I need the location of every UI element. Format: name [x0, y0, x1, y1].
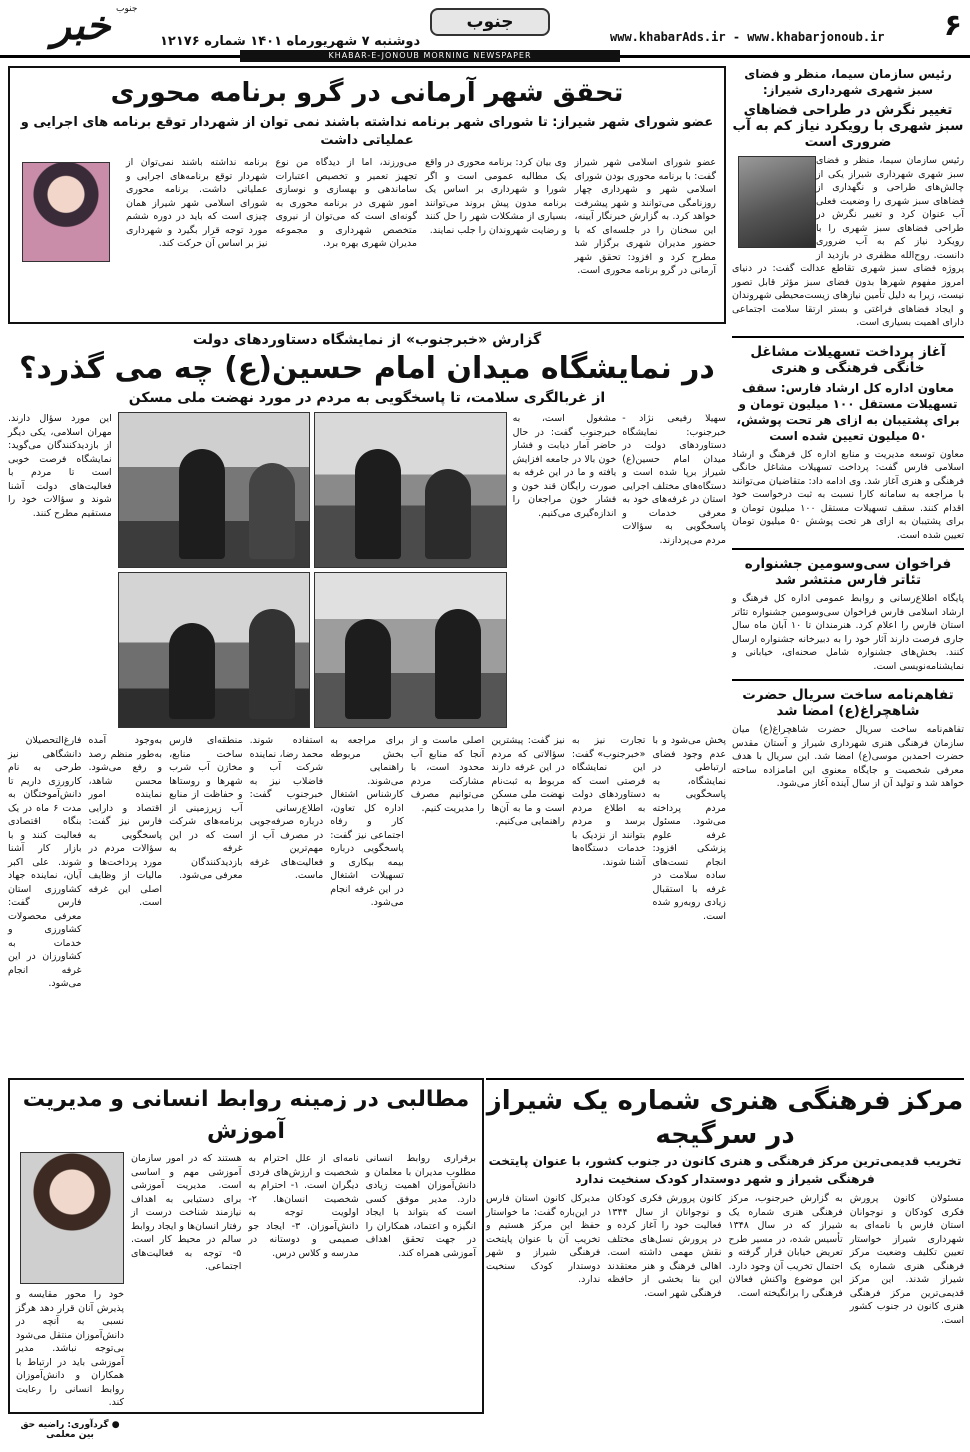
sidebar-story-theatre[interactable] — [732, 556, 964, 673]
sidebar-story-series[interactable] — [732, 687, 964, 791]
sidebar-story-loans[interactable] — [732, 344, 964, 543]
exhibition-photo — [118, 412, 310, 568]
tagline: KHABAR-E-JONOUB MORNING NEWSPAPER — [240, 50, 620, 62]
photo-grid — [118, 412, 507, 728]
author-signature: ● گردآوری: راضیه حق بین معلمی — [20, 1420, 120, 1440]
article-column: این مورد سؤال دارند. مهران اسلامی، یکی دیگر از بازدیدکنندگان می‌گوید: نمایشگاه فرصت خوبی است تا مردم با فعالیت‌های دولت آشنا شوند و سؤالات خود را مستقیم مطرح کنند. — [8, 413, 112, 519]
masthead — [0, 0, 970, 58]
article-column: فارغ‌التحصیلان دانشگاهی نیز طرحی به نام کارورزی داریم تا دانش‌آموختگان به مدت ۶ ماه در یک بنگاه اقتصادی فعالیت کنند و با بازار کار آشنا شوند. علی اکبر آیان، نماینده جهاد کشاورزی استان فارس گفت: معرفی محصولات کشاورزی و خدمات به کشاورزان در این غرفه انجام می‌شود. — [7, 735, 82, 989]
lead-column: عضو شورای اسلامی شهر شیراز گفت: با برنامه محوری بودن شورای اسلامی شهر و شهرداری چهار روزنامگی می‌توانند و شهر پیشرفت خواهد کرد. به گزارش خبرنگار آیینه، این سخنان را در جلسه‌ای که با حضور مدیران شهری برگزار شد مطرح کرد و افزود: تحقق شهر آرمانی در گرو برنامه محوری است. — [574, 157, 716, 276]
official-portrait-photo — [738, 156, 816, 248]
article-column: سهیلا رفیعی نژاد - خبرجنوب: نمایشگاه دستاوردهای دولت در میدان امام حسین(ع) شیراز برپا شده است و دستگاه‌های مختلف اجرایی استان در غرفه‌های خود به معرفی خدمات و پاسخگویی به سؤالات مردم می‌پردازند. — [622, 413, 726, 546]
story-body: معاون توسعه مدیریت و منابع اداره کل فرهنگ و ارشاد اسلامی فارس گفت: پرداخت تسهیلات مشاغل خانگی فرهنگی و هنری آغاز شد. وی ادامه داد: متقاضیان می‌توانند با مراجعه به سامانه کارا نسبت به ثبت درخواست خود اقدام کنند. سقف تسهیلات مستقل ۱۰۰ میلیون تومان و برای پشتیبان به ازای هر تحت پوشش ۵۰ میلیون تومان تعیین شده است. — [732, 448, 964, 541]
story-kicker: رئیس سازمان سیما، منظر و فضای سبز شهری شهرداری شیراز: — [744, 67, 952, 97]
article-column: پخش می‌شود و با عدم وجود فضای ارتباطی در نمایشگاه، به پاسخگویی به مردم پرداخته می‌شود. مسئول غرفه علوم پزشکی افزود: انجام تست‌های ساده سلامت در غرفه با استقبال زیادی روبه‌رو شده است. — [652, 735, 726, 922]
story-body: رئیس سازمان سیما، منظر و فضای سبز شهری شهرداری شیراز یکی از چالش‌های طراحی و نگهداری از فضاهای سبز شهری را وضعیت فعلی آب عنوان کرد و تغییر نگرش در طراحی فضاهای سبز شهری را با رویکرد نیاز کم به آب ضروری دانست. روح‌الله مظفری در بازدید از پروژه فضای سبز شهری تقاطع عدالت گفت: در دنیای امروز مفهوم شهرها بدون فضای سبز مؤثر قابل تصور نیست، زیرا به دلیل تأمین نیازهای زیست‌محیطی شهروندان و ایجاد فضاهای فراغتی و بستر ارتقا سلامت اجتماعی دارای اهمیت بسیاری است. — [732, 155, 964, 328]
story-kicker: معاون اداره کل ارشاد فارس: سقف تسهیلات مستقل ۱۰۰ میلیون تومان و برای پشتیبان به ازای هر تحت پوشش، ۵۰ میلیون تعیین شده است — [736, 380, 960, 443]
article-column: تجارت نیز به «خبرجنوب» گفت: این نمایشگاه فرصتی است که دستاوردهای دولت به اطلاع مردم برسد و مردم بتوانند از نزدیک با خدمات دستگاه‌ها آشنا شوند. — [571, 735, 646, 868]
exhibition-photo — [118, 572, 310, 728]
divider — [732, 336, 964, 338]
article-column: مسئولان کانون پرورش فکری کودکان و نوجوانان استان فارس با نامه‌ای به شهرداری شیراز خواستار تعیین تکلیف وضعیت مرکز فرهنگی هنری شماره یک شیراز شدند. این مرکز قدیمی‌ترین مرکز فرهنگی هنری کانون در جنوب کشور است. — [849, 1193, 964, 1326]
article-column: هستند که در امور سازمان آموزشی مهم و اساسی است. مدیریت آموزشی برای دستیابی به اهداف نیازمند شناخت درست از رفتار انسان‌ها و ایجاد روابط سالم در محیط کار است. ۵- توجه به فعالیت‌های اجتماعی. — [131, 1153, 242, 1272]
story-headline[interactable]: تغییر نگرش در طراحی فضاهای سبز شهری با رویکرد نیاز کم به آب ضروری است — [732, 102, 964, 150]
story-body: پایگاه اطلاع‌رسانی و روابط عمومی اداره کل فرهنگ و ارشاد اسلامی فارس فراخوان سی‌وسومین جشنواره تئاتر استان فارس را اعلام کرد. هنرمندان تا ۱۰ آبان ماه سال جاری فرصت دارند آثار خود را به دبیرخانه جشنواره ارسال کنند. بخش‌های جشنواره شامل صحنه‌ای، خیابانی و نمایشنامه‌نویسی است. — [732, 593, 964, 672]
lead-column: می‌ورزند، اما از دیدگاه من نوع تجهیز تعمیر و تخصیص اعتبارات ساماندهی و بهسازی و نوسازی امور شهری در برنامه محوری به گونه‌ای است که می‌توان از نیروی متخصص شهرداری و مجموعه مدیران شهری بهره برد. — [275, 157, 417, 249]
website-urls[interactable]: www.khabarAds.ir - www.khabarjonoub.ir — [610, 30, 885, 44]
story-headline[interactable]: آغاز پرداخت تسهیلات مشاغل خانگی فرهنگی و هنری — [750, 343, 946, 376]
story-headline[interactable]: تفاهم‌نامه ساخت سریال حضرت شاهچراغ(ع) امضا شد — [742, 687, 954, 719]
article-column: به‌وجود آمده به‌طور منظم رصد و رفع می‌شود. محسن شاهد، نماینده امور اقتصاد و دارایی فارس نیز گفت: پاسخگویی به سؤالات مردم در مورد پرداخت‌ها و مالیات از وظایف اصلی این غرفه است. — [88, 735, 163, 908]
logo-wordmark: خبر — [51, 2, 111, 49]
article-column: برای مراجعه به بخش مربوطه راهنمایی می‌شوند. کارشناس اشتغال اداره کل تعاون، کار و رفاه اجتماعی نیز گفت: پاسخگویی درباره بیمه بیکاری و تسهیلات اشتغال در این غرفه انجام می‌شود. — [330, 735, 404, 908]
article-column: مشغول است، به خبرجنوب گفت: در حال حاضر آمار دیابت و فشار خون بالا در جامعه افزایش یافته و ما در این غرفه به صورت رایگان قند خون و فشار خون مراجعان را اندازه‌گیری می‌کنیم. — [512, 413, 617, 519]
story-body: تفاهم‌نامه ساخت سریال حضرت شاهچراغ(ع) میان سازمان فرهنگی هنری شهرداری شیراز و آستان مقدس حضرت احمدبن موسی(ع) امضا شد. این سریال با هدف معرفی شخصیت و جایگاه معنوی این امامزاده ساخته خواهد شد و تولید آن از سال آینده آغاز می‌شود. — [732, 724, 964, 789]
author-photo — [20, 1152, 124, 1284]
article-column: نیز گفت: پیشترین سؤالاتی که مردم در این غرفه دارند مربوط به ثبت‌نام نهضت ملی مسکن است و ما به آن‌ها راهنمایی می‌کنیم. — [491, 735, 565, 827]
lead-photo-wrap — [18, 156, 118, 336]
article-column: کانون پرورش فکری کودکان و نوجوانان از سال ۱۳۴۴ فعالیت خود را آغاز کرده و در پرورش نسل‌های مختلف نقش مهمی داشته است. اهالی فرهنگ و هنر معتقدند این بنا بخشی از حافظه فرهنگی شهر است. — [607, 1193, 722, 1299]
exhibition-article[interactable] — [8, 330, 726, 1066]
article-kicker: گزارش «خبرجنوب» از نمایشگاه دستاوردهای دولت — [192, 332, 542, 348]
article-column: برقراری روابط انسانی مطلوب مدیران با معلمان و دانش‌آموزان اهمیت زیادی دارد. مدیر موفق کسی است که بتواند با ایجاد انگیزه و اعتماد، همکاران را در جهت تحقق اهداف آموزشی همراه کند. — [365, 1153, 476, 1259]
education-article[interactable] — [8, 1078, 484, 1440]
article-column: استفاده شوند. محمد رضا، نماینده شرکت آب و فاضلاب نیز به خبرجنوب گفت: اطلاع‌رسانی درباره صرفه‌جویی در مصرف آب از مهم‌ترین فعالیت‌های غرفه ماست. — [249, 735, 324, 881]
lead-headline[interactable]: تحقق شهر آرمانی در گرو برنامه محوری — [110, 78, 624, 108]
sidebar-story-green-space[interactable] — [732, 66, 964, 330]
newspaper-logo[interactable] — [6, 4, 156, 52]
lead-column: برنامه نداشته باشند نمی‌توان از شهردار توقع برنامه‌های اجرایی و عملیاتی داشت. برنامه محوری شورای اسلامی شهر شیراز همان چیزی است که باید در دوره ششم مورد توجه قرار بگیرد و شهرداری نیز بر اساس آن حرکت کند. — [126, 157, 268, 249]
logo-sub: جنوب — [116, 4, 138, 14]
section-tab[interactable]: جنوب — [430, 8, 550, 36]
article-column: خود را محور مقایسه و پذیرش آنان قرار دهد هرگز نسبی به آنچه در دانش‌آموزان منتقل می‌شود بی‌توجه نباشد. مدیر آموزشی باید در ارتباط با همکاران و دانش‌آموزان روابط انسانی را رعایت کند. — [16, 1289, 125, 1408]
divider — [732, 548, 964, 550]
page-number: ۶ — [943, 8, 962, 43]
cultural-center-article[interactable] — [486, 1078, 964, 1414]
article-column: منطقه‌ای فارس ساخت منابع، مخازن آب شرب شهرها و روستاها و حفاظت از منابع آب زیرزمینی از برنامه‌های شرکت است که در این غرفه به بازدیدکنندگان معرفی می‌شود. — [169, 735, 243, 881]
article-column: اصلی ماست و از آنجا که منابع آب محدود است، با مشارکت مردم می‌توانیم مصرف را مدیریت کنیم. — [410, 735, 485, 814]
sidebar-news-column — [732, 66, 964, 1071]
article-column: نامه‌ای از علل احترام به شخصیت و ارزش‌های فردی دیگران است. ۱- احترام به شخصیت انسان‌ها. ۲- اولویت توجه به دانش‌آموزان. ۳- ایجاد جو صمیمی و دوستانه در مدرسه و کلاس درس. — [248, 1153, 359, 1259]
author-block — [16, 1152, 124, 1438]
lead-column: وی بیان کرد: برنامه محوری در واقع یک مطالبه عمومی است و اگر شورا و شهرداری بر اساس یک برنامه مدون پیش بروند می‌توانند بسیاری از مشکلات شهر را حل کنند و رضایت شهروندان را جلب نمایند. — [425, 157, 567, 236]
article-headline[interactable]: مرکز فرهنگی هنری شماره یک شیراز در سرگیجه — [486, 1086, 964, 1150]
council-member-photo — [22, 162, 110, 262]
article-column: مدیرکل کانون استان فارس در این‌باره گفت: ما خواستار حفظ این مرکز هستیم و تخریب آن با عنوان پایتخت فرهنگی شیراز و شهر دوستدار کودک سنخیت ندارد. — [486, 1193, 601, 1285]
exhibition-photo — [314, 572, 506, 728]
article-subtitle: از غربالگری سلامت، تا پاسخگویی به مردم در مورد نهضت ملی مسکن — [128, 390, 606, 406]
article-subtitle: تخریب قدیمی‌ترین مرکز فرهنگی و هنری کانون در جنوب کشور، با عنوان پایتخت فرهنگی شیراز و شهر دوستدار کودک سنخیت ندارد — [488, 1154, 962, 1186]
dateline: دوشنبه ۷ شهریورماه ۱۴۰۱ شماره ۱۲۱۷۶ — [160, 34, 421, 49]
lead-story[interactable] — [8, 66, 726, 324]
lead-subtitle: عضو شورای شهر شیراز: تا شورای شهر برنامه نداشته باشند نمی توان از شهردار توقع برنامه های اجرایی و عملیاتی داشت — [20, 115, 714, 148]
article-headline[interactable]: در نمایشگاه میدان امام حسین(ع) چه می گذرد؟ — [19, 351, 715, 386]
divider — [732, 679, 964, 681]
article-column: به گزارش خبرجنوب، مرکز فرهنگی هنری شماره یک شیراز که در سال ۱۳۴۸ تأسیس شده، در مسیر طرح تعریض خیابان قرار گرفته و احتمال تخریب آن وجود دارد. این موضوع واکنش فعالان فرهنگی را برانگیخته است. — [728, 1193, 843, 1299]
story-headline[interactable]: فراخوان سی‌وسومین جشنواره تئاتر فارس منتشر شد — [744, 556, 952, 588]
exhibition-photo — [314, 412, 506, 568]
article-headline[interactable]: مطالبی در زمینه روابط انسانی و مدیریت آموزش — [22, 1087, 470, 1144]
